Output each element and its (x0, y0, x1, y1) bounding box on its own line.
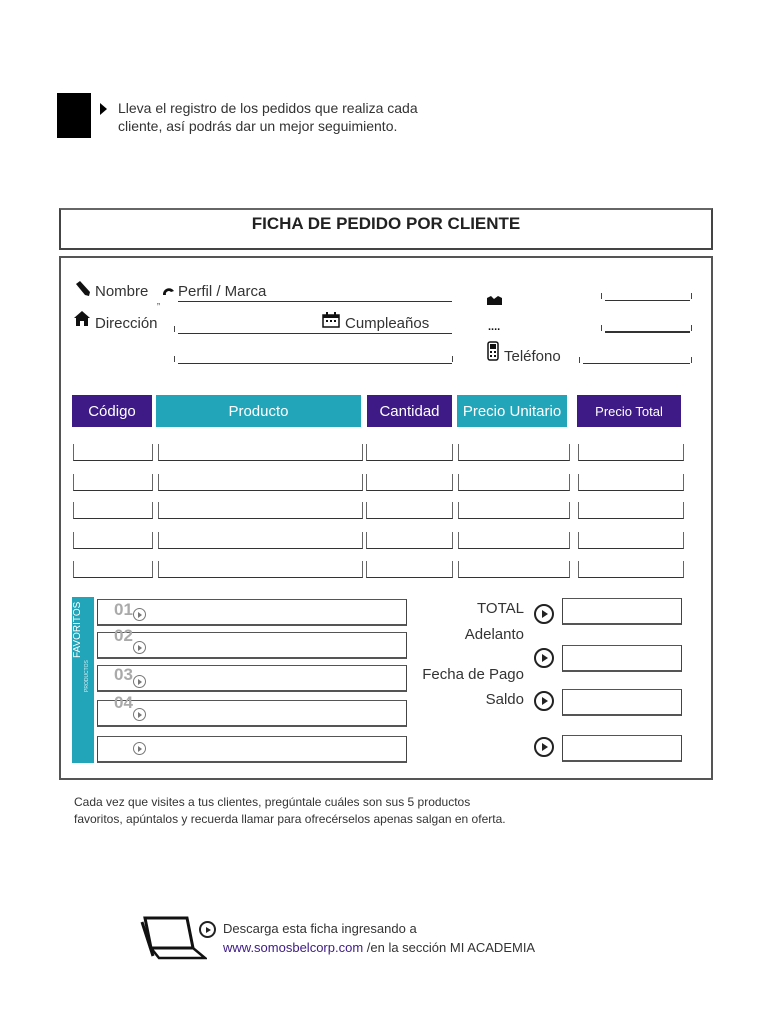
table-cell[interactable] (158, 532, 363, 549)
cumpleanos-label: Cumpleaños (345, 315, 430, 332)
nombre-field[interactable] (178, 301, 452, 302)
extra-field[interactable] (562, 735, 682, 762)
table-cell[interactable] (578, 502, 684, 519)
laptop-icon (139, 916, 207, 962)
black-marker-block (57, 93, 91, 138)
total-label: TOTAL (477, 600, 524, 617)
contact-field-2[interactable] (605, 331, 690, 333)
adelanto-label: Adelanto (464, 626, 524, 643)
adelanto-field[interactable] (562, 645, 682, 672)
table-cell[interactable] (458, 474, 570, 491)
nombre-label: Nombre (95, 283, 149, 300)
telefono-label: Teléfono (504, 348, 561, 365)
play-circle-icon (133, 608, 146, 621)
tick-mark (691, 325, 692, 331)
intro-text: Lleva el registro de los pedidos que realiza cada cliente, así podrás dar un mejor seguimiento. (118, 100, 418, 134)
table-cell[interactable] (366, 444, 453, 461)
form-title: FICHA DE PEDIDO POR CLIENTE (251, 214, 521, 233)
contact-field-1[interactable] (605, 300, 690, 301)
phone-icon (487, 341, 499, 361)
favorite-number: 02 (114, 626, 133, 645)
home-icon (73, 310, 91, 327)
table-cell[interactable] (158, 474, 363, 491)
play-circle-icon (199, 921, 216, 938)
arrow-right-icon (100, 103, 107, 115)
table-cell[interactable] (158, 444, 363, 461)
favorite-number: 03 (114, 665, 133, 684)
table-cell[interactable] (458, 502, 570, 519)
table-cell[interactable] (366, 502, 453, 519)
tick-mark (452, 356, 453, 362)
favorites-sublabel: PRODUCTOS (84, 660, 90, 692)
tick-mark (601, 325, 602, 331)
table-cell[interactable] (73, 532, 153, 549)
direccion-label: Dirección (95, 315, 158, 332)
table-cell[interactable] (73, 444, 153, 461)
play-circle-icon (534, 691, 554, 711)
tick-mark (691, 357, 692, 363)
table-cell[interactable] (366, 561, 453, 578)
table-cell[interactable] (73, 474, 153, 491)
play-circle-icon (133, 641, 146, 654)
tick-mark (174, 356, 175, 362)
table-cell[interactable] (578, 444, 684, 461)
profile-icon (162, 285, 175, 297)
table-cell[interactable] (458, 561, 570, 578)
message-icon (487, 296, 502, 305)
tick-mark (691, 293, 692, 299)
table-cell[interactable] (366, 474, 453, 491)
tick-mark (601, 293, 602, 299)
table-cell[interactable] (73, 561, 153, 578)
pencil-icon (74, 280, 92, 298)
play-circle-icon (133, 708, 146, 721)
play-circle-icon (133, 742, 146, 755)
favorite-number: 01 (114, 600, 133, 619)
direccion-field[interactable] (178, 333, 318, 334)
table-cell[interactable] (458, 532, 570, 549)
col-header-cantidad: Cantidad (367, 395, 452, 427)
calendar-icon (322, 312, 340, 328)
play-circle-icon (534, 737, 554, 757)
fecha-pago-label: Fecha de Pago (422, 666, 524, 683)
col-header-codigo: Código (72, 395, 152, 427)
dots-icon: .... (488, 321, 501, 333)
play-circle-icon (534, 604, 554, 624)
play-circle-icon (133, 675, 146, 688)
col-header-producto: Producto (156, 395, 361, 427)
tick-mark (579, 357, 580, 363)
col-header-precio-total: Precio Total (577, 395, 681, 427)
play-circle-icon (534, 648, 554, 668)
total-field[interactable] (562, 598, 682, 625)
table-cell[interactable] (158, 561, 363, 578)
table-cell[interactable] (578, 532, 684, 549)
tick-mark: „ (157, 296, 160, 306)
tick-mark (174, 326, 175, 332)
direccion-field-2[interactable] (178, 363, 452, 364)
download-text: Descarga esta ficha ingresando a www.somosbelcorp.com /en la sección MI ACADEMIA (223, 921, 536, 955)
favorites-label: FAVORITOS (72, 601, 83, 659)
saldo-label: Saldo (485, 691, 524, 708)
perfil-label: Perfil / Marca (178, 283, 267, 300)
somosbelcorp-link[interactable]: www.somosbelcorp.com (223, 940, 364, 955)
col-header-precio-unitario: Precio Unitario (457, 395, 567, 427)
table-cell[interactable] (458, 444, 570, 461)
table-cell[interactable] (578, 474, 684, 491)
cumpleanos-field[interactable] (318, 333, 452, 334)
footer-note: Cada vez que visites a tus clientes, pregúntale cuáles son sus 5 productos favoritos, apúntalos y recuerda llamar para ofrecérselos apenas salgan en oferta. (74, 795, 506, 826)
telefono-field[interactable] (583, 363, 690, 364)
table-cell[interactable] (578, 561, 684, 578)
table-cell[interactable] (158, 502, 363, 519)
table-cell[interactable] (73, 502, 153, 519)
saldo-field[interactable] (562, 689, 682, 716)
table-cell[interactable] (366, 532, 453, 549)
favorite-number: 04 (114, 693, 133, 712)
